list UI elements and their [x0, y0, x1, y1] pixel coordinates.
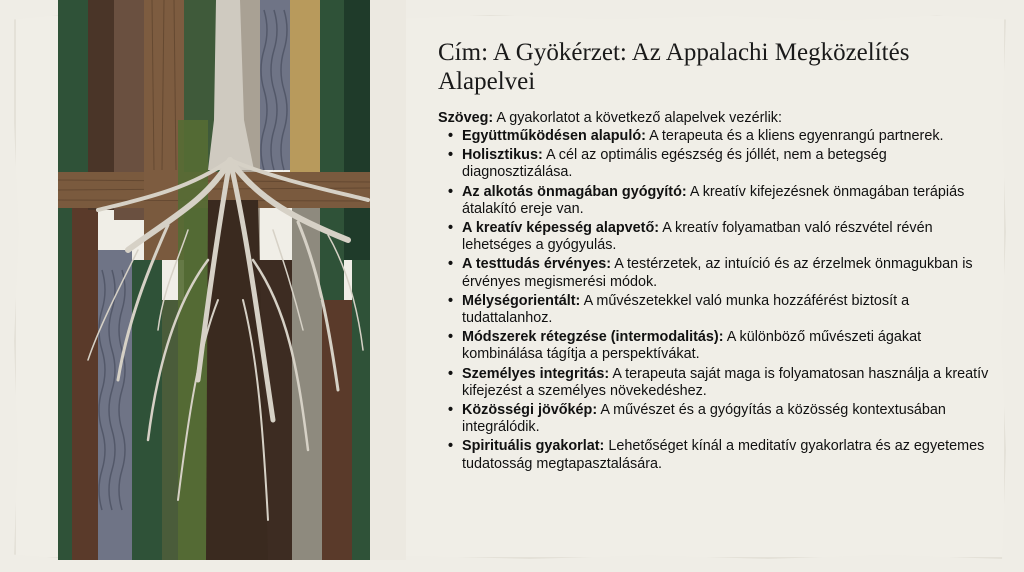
principle-term: Személyes integritás:	[462, 365, 610, 382]
intro-text: A gyakorlatot a következő alapelvek vezérlik:	[493, 110, 782, 126]
bullet-icon: •	[448, 438, 454, 455]
principle-text: Lehetőséget kínál a meditatív gyakorlatra és az egyetemes tudatosság megtapasztalására.	[462, 438, 985, 472]
principle-text: A kreatív kifejezésnek önmagában terápiás átalakító ereje van.	[462, 183, 965, 217]
bullet-icon: •	[448, 147, 454, 164]
principle-term: Holisztikus:	[462, 147, 543, 164]
bullet-icon: •	[448, 220, 454, 237]
principle-term: Módszerek rétegzése (intermodalitás):	[462, 329, 724, 346]
bullet-icon: •	[448, 365, 454, 382]
list-item	[448, 220, 998, 254]
principle-text: A cél az optimális egészség és jóllét, nem a betegség diagnosztizálása.	[462, 147, 887, 181]
roots-illustration	[58, 0, 406, 560]
list-item	[448, 256, 998, 290]
principle-text: A művészet és a gyógyítás a közösség kontextusában integrálódik.	[462, 402, 946, 436]
list-item	[448, 438, 998, 472]
bullet-icon: •	[448, 128, 454, 144]
principle-text: A terapeuta saját maga is folyamatosan használja a kreatív kifejezést a személyes növekedéshez.	[462, 365, 989, 399]
principle-text: A testérzetek, az intuíció és az érzelmek önmagukban is érvényes megismerési módok.	[462, 256, 973, 290]
list-item	[448, 147, 998, 181]
bullet-icon: •	[448, 256, 454, 273]
intro-label: Szöveg:	[438, 110, 494, 126]
principle-term: Spirituális gyakorlat:	[462, 438, 605, 455]
list-item	[448, 293, 998, 327]
principles-list	[438, 128, 998, 473]
list-item	[448, 366, 998, 400]
bullet-icon: •	[448, 292, 454, 309]
principle-term: Az alkotás önmagában gyógyító:	[462, 183, 687, 200]
bullet-icon: •	[448, 402, 454, 419]
text-panel	[438, 38, 998, 475]
intro-line	[438, 110, 998, 127]
list-item	[448, 184, 998, 218]
bullet-icon: •	[448, 329, 454, 346]
list-item	[448, 128, 998, 145]
principle-term: Együttműködésen alapuló:	[462, 128, 646, 144]
list-item	[448, 329, 998, 363]
roots-collage-image	[58, 0, 406, 560]
bullet-icon: •	[448, 183, 454, 200]
principle-term: A kreatív képesség alapvető:	[462, 220, 660, 237]
principle-term: Közösségi jövőkép:	[462, 402, 598, 419]
principle-term: Mélységorientált:	[462, 292, 581, 309]
list-item	[448, 402, 998, 436]
page-title: Cím: A Gyökérzet: Az Appalachi Megközelítés Alapelvei	[438, 39, 910, 95]
principle-text: A terapeuta és a kliens egyenrangú partnerek.	[645, 128, 944, 144]
principle-text: A különböző művészeti ágakat kombinálása tágítja a perspektívákat.	[462, 329, 922, 363]
principle-text: A művészetekkel való munka hozzáférést biztosít a tudattalanhoz.	[462, 292, 910, 327]
principle-term: A testtudás érvényes:	[462, 256, 612, 273]
principle-text: A kreatív folyamatban való részvétel révén lehetséges a gyógyulás.	[462, 220, 933, 254]
